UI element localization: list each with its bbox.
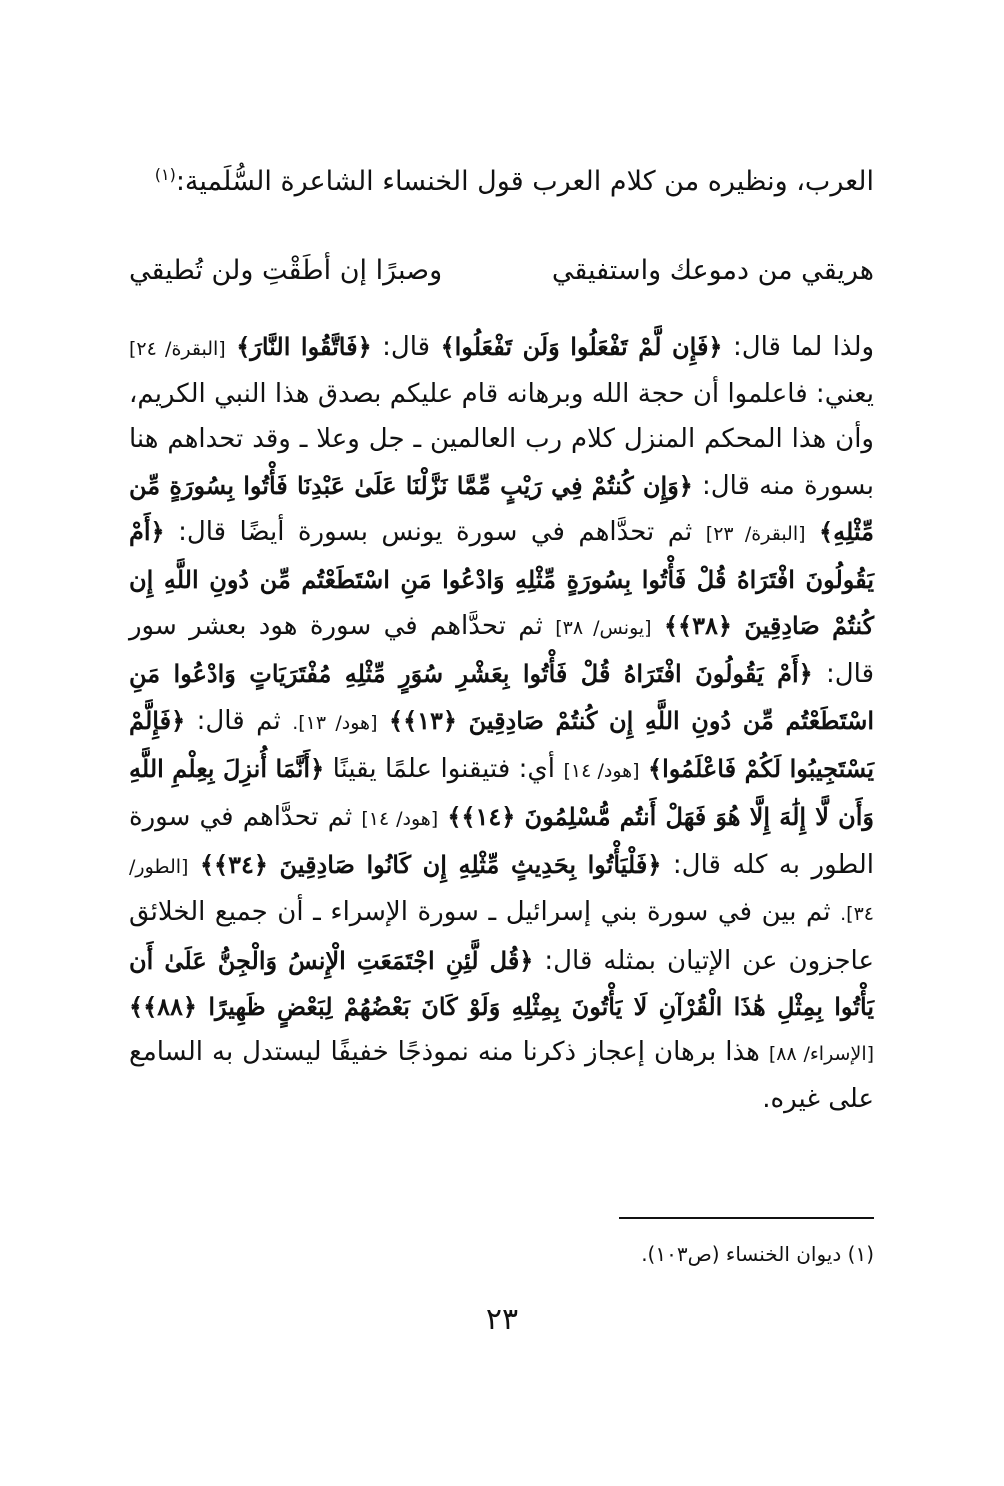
page-number: ٢٣: [485, 1302, 519, 1337]
quran-verse: ﴿فَإِن لَّمْ تَفْعَلُوا وَلَن تَفْعَلُوا﴾: [440, 332, 723, 361]
quran-verse: ﴿أَمْ يَقُولُونَ افْتَرَاهُ قُلْ فَأْتُوا بِسُورَةٍ مِّثْلِهِ وَادْعُوا مَنِ اسْتَطَعْتُم مِّن دُونِ اللَّهِ إِن كُنتُمْ صَادِقِينَ ﴿٣٨﴾﴾: [129, 516, 875, 641]
quran-verse: ﴿أَمْ يَقُولُونَ افْتَرَاهُ قُلْ فَأْتُوا بِعَشْرِ سُوَرٍ مِّثْلِهِ مُفْتَرَيَاتٍ وَادْعُوا مَنِ اسْتَطَعْتُم مِّن دُونِ اللَّهِ إِن كُنتُمْ صَادِقِينَ ﴿١٣﴾﴾: [129, 659, 875, 735]
intro-line: [129, 150, 874, 207]
main-paragraph: [129, 324, 874, 1184]
body-text-segment: ثم بين في سورة بني إسرائيل ـ سورة الإسراء ـ أن جميع الخلائق عاجزون عن الإتيان بمثله قال:: [129, 897, 874, 976]
quran-verse: ﴿فَإِلَّمْ يَسْتَجِيبُوا لَكُمْ فَاعْلَمُوا﴾: [129, 705, 875, 783]
poem-first-hemistich: هريقي من دموعك واستفيقي: [551, 255, 874, 286]
quran-verse: ﴿فَلْيَأْتُوا بِحَدِيثٍ مِّثْلِهِ إِن كَانُوا صَادِقِينَ ﴿٣٤﴾﴾: [199, 850, 662, 880]
quran-verse: ﴿فَاتَّقُوا النَّارَ﴾: [236, 332, 372, 361]
body-text-segment: ثم تحدَّاهم في سورة الطور به كله قال:: [129, 802, 875, 881]
poem-verse: [129, 246, 874, 296]
body-text-segment: قال:: [382, 332, 431, 362]
footnote-reference: (١): [154, 165, 176, 184]
verse-reference: [الطور/ ٣٤].: [129, 856, 875, 926]
body-text-segment: ولذا لما قال:: [732, 332, 875, 362]
intro-text: العرب، ونظيره من كلام العرب قول الخنساء الشاعرة السُّلَمية:: [175, 166, 874, 197]
body-text-segment: ثم تحدَّاهم في سورة يونس بسورة أيضًا قال:: [178, 516, 693, 547]
body-text-segment: هذا برهان إعجاز ذكرنا منه نموذجًا خفيفًا ليستدل به السامع على غيره.: [129, 1037, 874, 1115]
body-text-segment: ثم تحدَّاهم في سورة هود بعشر سور قال:: [129, 611, 875, 690]
body-text-segment: أي: فتيقنوا علمًا يقينًا: [332, 753, 556, 784]
verse-reference: [هود/ ١٤]: [361, 808, 439, 831]
verse-reference: [البقرة/ ٢٤]: [129, 338, 226, 360]
footnote: (١) ديوان الخنساء (ص١٠٣).: [641, 1242, 874, 1266]
verse-reference: [هود/ ١٤]: [563, 759, 640, 782]
quran-verse: ﴿قُل لَّئِنِ اجْتَمَعَتِ الْإِنسُ وَالْجِنُّ عَلَىٰ أَن يَأْتُوا بِمِثْلِ هَٰذَا الْقُرْآنِ لَا يَأْتُونَ بِمِثْلِهِ وَلَوْ كَانَ بَعْضُهُمْ لِبَعْضٍ ظَهِيرًا ﴿٨٨﴾﴾: [129, 945, 874, 1021]
verse-reference: [يونس/ ٣٨]: [555, 617, 652, 640]
footnote-divider: [619, 1217, 874, 1219]
body-text-segment: يعني: فاعلموا أن حجة الله وبرهانه قام عليكم بصدق هذا النبي الكريم، وأن هذا المحكم المنزل كلام رب العالمين ـ جل وعلا ـ وقد تحداهم هنا بسورة منه قال:: [129, 379, 874, 501]
verse-reference: [البقرة/ ٢٣]: [705, 522, 806, 545]
verse-reference: [هود/ ١٣].: [292, 711, 378, 734]
quran-verse: ﴿أَنَّمَا أُنزِلَ بِعِلْمِ اللَّهِ وَأَن لَّا إِلَٰهَ إِلَّا هُوَ فَهَلْ أَنتُم مُّسْلِمُونَ ﴿١٤﴾﴾: [129, 753, 875, 832]
poem-second-hemistich: وصبرًا إن أطَقْتِ ولن تُطيقي: [129, 255, 443, 286]
body-text-segment: ثم قال:: [196, 705, 281, 736]
quran-verse: ﴿وَإِن كُنتُمْ فِي رَيْبٍ مِّمَّا نَزَّلْنَا عَلَىٰ عَبْدِنَا فَأْتُوا بِسُورَةٍ مِّن مِّثْلِهِ﴾: [129, 470, 874, 546]
verse-reference: [الإسراء/ ٨٨]: [768, 1043, 875, 1066]
